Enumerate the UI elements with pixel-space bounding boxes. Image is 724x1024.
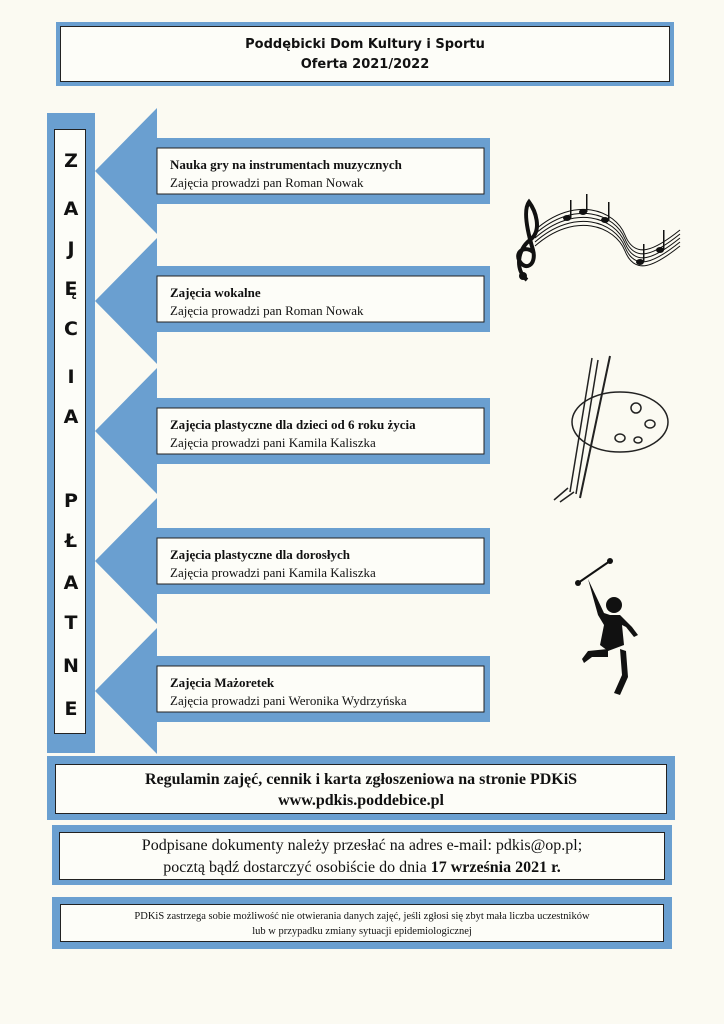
submission-email-text: Podpisane dokumenty należy przesłać na adres e-mail: pdkis@op.pl; — [141, 837, 583, 854]
course-title: Zajęcia plastyczne dla dzieci od 6 roku życia — [170, 417, 416, 432]
course-title: Zajęcia plastyczne dla dorosłych — [170, 547, 350, 562]
vertical-letter: Ł — [64, 530, 78, 552]
header-box — [60, 26, 670, 82]
disclaimer-frame — [52, 897, 672, 949]
website-link[interactable]: www.pdkis.poddebice.pl — [278, 792, 444, 809]
vertical-letter: Z — [64, 150, 78, 172]
vertical-letter: A — [63, 406, 79, 428]
submission-box — [59, 832, 665, 880]
vertical-letter: T — [64, 612, 78, 634]
course-teacher: Zajęcia prowadzi pani Kamila Kaliszka — [170, 435, 376, 450]
music-notes-icon — [505, 190, 685, 290]
regulations-text: Regulamin zajęć, cennik i karta zgłoszeniowa na stronie PDKiS — [144, 771, 578, 788]
vertical-letter: E — [64, 698, 78, 720]
vertical-letter: C — [64, 318, 78, 340]
course-item — [158, 276, 486, 320]
course-teacher: Zajęcia prowadzi pan Roman Nowak — [170, 303, 364, 318]
vertical-letter: A — [63, 198, 79, 220]
course-title: Nauka gry na instrumentach muzycznych — [170, 157, 402, 172]
course-item — [158, 538, 486, 582]
vertical-letter: A — [63, 572, 79, 594]
header-frame — [56, 22, 674, 86]
course-item — [158, 666, 486, 710]
course-item — [158, 148, 486, 192]
header-offer: Oferta 2021/2022 — [300, 57, 430, 72]
vertical-label-box — [54, 129, 86, 734]
submission-frame — [52, 825, 672, 885]
course-teacher: Zajęcia prowadzi pan Roman Nowak — [170, 175, 364, 190]
regulations-box — [55, 764, 667, 814]
course-teacher: Zajęcia prowadzi pani Kamila Kaliszka — [170, 565, 376, 580]
vertical-letter: I — [67, 366, 75, 388]
course-title: Zajęcia Mażoretek — [170, 675, 275, 690]
course-title: Zajęcia wokalne — [170, 285, 261, 300]
vertical-label-frame — [47, 113, 95, 753]
course-teacher: Zajęcia prowadzi pani Weronika Wydrzyńska — [170, 693, 407, 708]
submission-deadline-date: 17 września 2021 r. — [430, 859, 561, 876]
art-palette-icon — [540, 352, 670, 504]
submission-deadline-prefix: pocztą bądź dostarczyć osobiście do dnia — [163, 859, 431, 876]
vertical-letter: J — [67, 238, 75, 260]
disclaimer-text: lub w przypadku zmiany sytuacji epidemiologicznej — [252, 926, 472, 937]
submission-deadline-text — [60, 857, 664, 879]
vertical-letter: P — [64, 490, 78, 512]
disclaimer-text: PDKiS zastrzega sobie możliwość nie otwierania danych zajęć, jeśli zgłosi się zbyt mała liczba uczestników — [134, 911, 590, 922]
disclaimer-box — [60, 904, 664, 942]
header-organization: Poddębicki Dom Kultury i Sportu — [245, 37, 485, 52]
vertical-letter: N — [63, 655, 79, 677]
vertical-letter: Ę — [64, 278, 78, 300]
course-item — [158, 408, 486, 452]
majorette-icon — [568, 555, 658, 700]
regulations-frame — [47, 756, 675, 820]
